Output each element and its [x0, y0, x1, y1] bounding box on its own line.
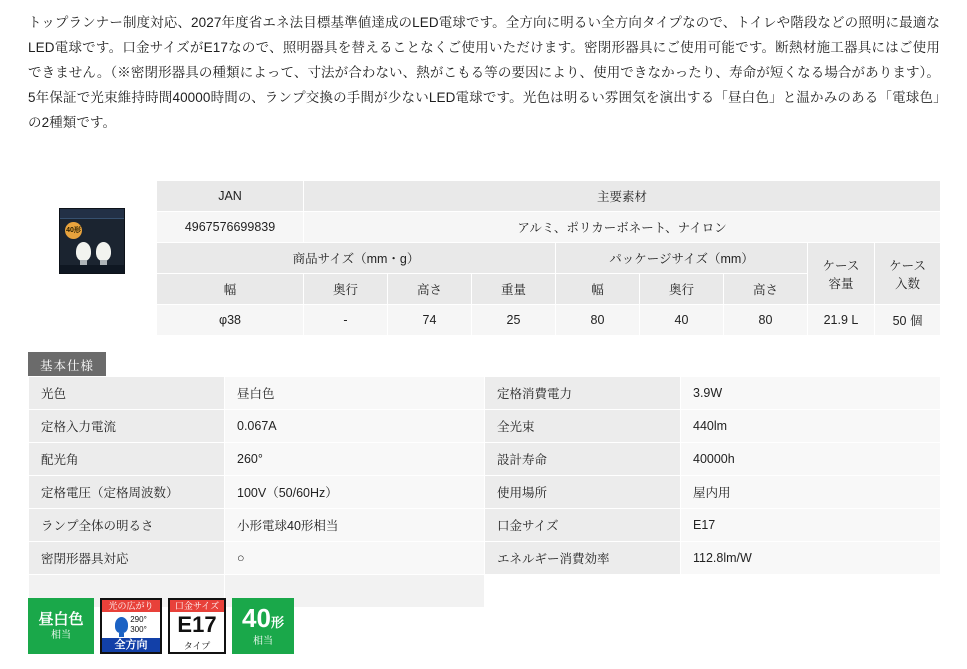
label-enclosed-fixture: 密閉形器具対応 [29, 542, 225, 575]
header-case-count-line1: ケース [889, 258, 926, 273]
value-product-weight: 25 [472, 305, 556, 336]
value-energy-efficiency: 112.8lm/W [681, 542, 941, 575]
label-base-size: 口金サイズ [485, 509, 681, 542]
table-row [29, 377, 941, 410]
value-rated-voltage: 100V（50/60Hz） [225, 476, 485, 509]
label-energy-efficiency: エネルギー消費効率 [485, 542, 681, 575]
header-package-size: パッケージサイズ（mm） [556, 243, 808, 274]
product-description: トップランナー制度対応、2027年度省エネ法目標基準値達成のLED電球です。全方向に明るい全方向タイプなので、トイレや階段などの照明に最適なLED電球です。口金サイズがE17なので、照明器具を替えることなくご使用いただけます。密閉形器具にご使用可能です。断熱材施工器具にはご使用できません。（※密閉形器具の種類によって、寸法が合わない、熱がこもる等の要因により、使用できなかったり、寿命が短くなる場合があります）。5年保証で光束維持時間40000時間の、ランプ交換の手間が少ないLED電球です。光色は明るい雰囲気を演出する「昼白色」と温かみのある「電球色」の2種類です。 [28, 15, 940, 130]
table-row [157, 305, 941, 336]
badge-base-value: E17 [177, 612, 217, 637]
header-product-height: 高さ [388, 274, 472, 305]
value-base-size: E17 [681, 509, 941, 542]
value-package-depth: 40 [640, 305, 724, 336]
header-package-width: 幅 [556, 274, 640, 305]
label-light-color: 光色 [29, 377, 225, 410]
bulb-icon [115, 617, 128, 633]
label-rated-voltage: 定格電圧（定格周波数） [29, 476, 225, 509]
header-material: 主要素材 [304, 181, 941, 212]
value-case-count: 50 個 [875, 305, 941, 336]
package-watt-badge: 40形 [65, 222, 82, 239]
bulb-icon [76, 242, 91, 261]
value-usage-location: 屋内用 [681, 476, 941, 509]
value-beam-angle: 260° [225, 443, 485, 476]
table-row [157, 212, 941, 243]
label-usage-location: 使用場所 [485, 476, 681, 509]
badge-base-head: 口金サイズ [170, 600, 224, 612]
badge-daylight-color [28, 598, 94, 654]
table-row [29, 410, 941, 443]
value-product-depth: - [304, 305, 388, 336]
value-product-height: 74 [388, 305, 472, 336]
table-row [29, 443, 941, 476]
label-brightness: ランプ全体の明るさ [29, 509, 225, 542]
label-luminous-flux: 全光束 [485, 410, 681, 443]
badge-watt-sub: 相当 [253, 635, 273, 647]
blank-cell [485, 575, 681, 608]
value-enclosed-fixture: ○ [225, 542, 485, 575]
value-package-width: 80 [556, 305, 640, 336]
bulb-icon [96, 242, 111, 261]
badge-spread-head: 光の広がり [102, 600, 160, 612]
package-top-band [60, 209, 124, 219]
label-rated-current: 定格入力電流 [29, 410, 225, 443]
value-light-color: 昼白色 [225, 377, 485, 410]
header-case-volume-line1: ケース [822, 258, 860, 273]
label-design-life: 設計寿命 [485, 443, 681, 476]
header-product-width: 幅 [157, 274, 304, 305]
header-case-count-line2: 入数 [895, 276, 921, 291]
table-row [29, 476, 941, 509]
badge-light-spread [100, 598, 162, 654]
badge-watt-suffix: 形 [270, 614, 284, 630]
section-title-basic-spec: 基本仕様 [28, 352, 106, 379]
value-jan: 4967576699839 [157, 212, 304, 243]
header-product-depth: 奥行 [304, 274, 388, 305]
basic-spec-table-wrap [28, 376, 940, 608]
badge-watt-value: 40 [242, 602, 271, 633]
header-product-size: 商品サイズ（mm・g） [157, 243, 556, 274]
badge-base-foot: タイプ [183, 641, 211, 651]
header-case-volume-line2: 容量 [828, 276, 854, 291]
value-brightness: 小形電球40形相当 [225, 509, 485, 542]
header-product-weight: 重量 [472, 274, 556, 305]
header-package-depth: 奥行 [640, 274, 724, 305]
badge-spread-foot: 全方向 [102, 638, 160, 652]
table-row [29, 542, 941, 575]
basic-spec-table [28, 376, 941, 608]
blank-cell [681, 575, 941, 608]
product-image-cell [28, 180, 156, 274]
badge-daylight-line2: 相当 [51, 629, 71, 641]
badge-watt-equivalent [232, 598, 294, 654]
header-package-height: 高さ [724, 274, 808, 305]
table-row [157, 243, 941, 274]
table-row [29, 509, 941, 542]
badge-watt-number [242, 602, 284, 636]
product-package-image [59, 208, 125, 274]
value-rated-power: 3.9W [681, 377, 941, 410]
value-luminous-flux: 440lm [681, 410, 941, 443]
value-product-width: φ38 [157, 305, 304, 336]
value-rated-current: 0.067A [225, 410, 485, 443]
badge-spread-mid [102, 612, 160, 638]
label-rated-power: 定格消費電力 [485, 377, 681, 410]
product-spec-grid [156, 180, 941, 336]
header-case-volume [808, 243, 875, 305]
value-material: アルミ、ポリカーボネート、ナイロン [304, 212, 941, 243]
badge-spread-deg2: 300° [130, 625, 147, 634]
label-beam-angle: 配光角 [29, 443, 225, 476]
badge-spread-degrees [130, 615, 147, 635]
header-jan: JAN [157, 181, 304, 212]
package-bottom-band [60, 265, 124, 273]
value-design-life: 40000h [681, 443, 941, 476]
value-case-volume: 21.9 L [808, 305, 875, 336]
table-row [157, 181, 941, 212]
badge-base-size [168, 598, 226, 654]
badge-daylight-line1: 昼白色 [38, 610, 84, 628]
value-package-height: 80 [724, 305, 808, 336]
spec-table-block [28, 180, 940, 336]
header-case-count [875, 243, 941, 305]
feature-badges [28, 598, 294, 654]
badge-spread-deg1: 290° [130, 615, 147, 624]
